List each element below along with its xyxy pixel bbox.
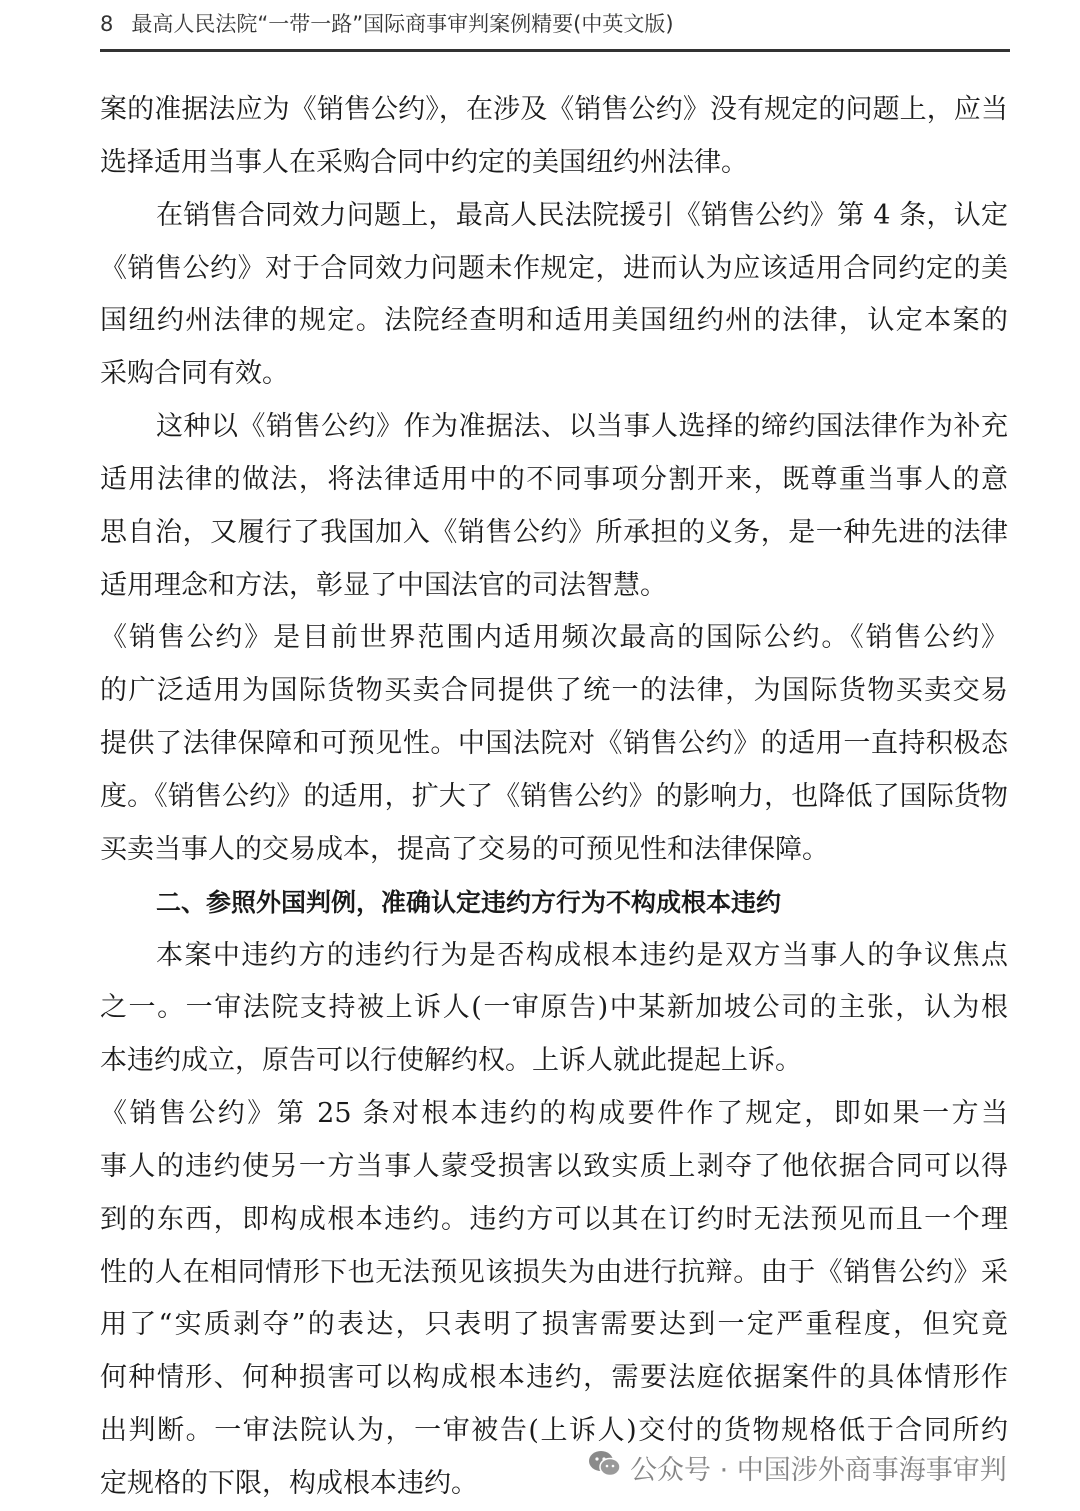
text-line: 性的人在相同情形下也无法预见该损失为由进行抗辩。由于《销售公约》采	[100, 1256, 1008, 1288]
header-rule	[100, 49, 1010, 52]
text-line: 这种以《销售公约》作为准据法、以当事人选择的缔约国法律作为补充	[156, 411, 1008, 443]
watermark-text: 公众号 · 中国涉外商事海事审判	[630, 1455, 1007, 1486]
text-line: 度。《销售公约》的适用，扩大了《销售公约》的影响力，也降低了国际货物	[100, 780, 1008, 812]
book-title: 最高人民法院“一带一路”国际商事审判案例精要(中英文版)	[131, 12, 674, 36]
text-line: 事人的违约使另一方当事人蒙受损害以致实质上剥夺了他依据合同可以得	[100, 1150, 1008, 1182]
text-line: 《销售公约》是目前世界范围内适用频次最高的国际公约。《销售公约》	[100, 622, 1008, 654]
text-line: 出判断。一审法院认为，一审被告(上诉人)交付的货物规格低于合同所约	[100, 1415, 1008, 1447]
text-line: 本违约成立，原告可以行使解约权。上诉人就此提起上诉。	[100, 1045, 802, 1077]
text-line: 之一。一审法院支持被上诉人(一审原告)中某新加坡公司的主张，认为根	[100, 992, 1008, 1024]
text-line: 提供了法律保障和可预见性。中国法院对《销售公约》的适用一直持积极态	[100, 728, 1008, 760]
text-line: 《销售公约》对于合同效力问题未作规定，进而认为应该适用合同约定的美	[100, 252, 1008, 284]
watermark	[588, 1448, 1007, 1487]
text-line: 的广泛适用为国际货物买卖合同提供了统一的法律，为国际货物买卖交易	[100, 675, 1008, 707]
text-line: 用了“实质剥夺”的表达，只表明了损害需要达到一定严重程度，但究竟	[100, 1309, 1008, 1341]
text-line: 适用法律的做法，将法律适用中的不同事项分割开来，既尊重当事人的意	[100, 463, 1008, 495]
text-line: 定规格的下限，构成根本违约。	[100, 1467, 478, 1499]
running-header	[100, 8, 674, 38]
text-line: 国纽约州法律的规定。法院经查明和适用美国纽约州的法律，认定本案的	[100, 305, 1008, 337]
page-number: 8	[100, 12, 114, 36]
text-line: 案的准据法应为《销售公约》，在涉及《销售公约》没有规定的问题上，应当	[100, 94, 1008, 125]
text-line: 《销售公约》第 25 条对根本违约的构成要件作了规定，即如果一方当	[100, 1098, 1008, 1130]
text-line: 何种情形、何种损害可以构成根本违约，需要法庭依据案件的具体情形作	[100, 1362, 1008, 1394]
section-heading: 二、参照外国判例，准确认定违约方行为不构成根本违约	[156, 887, 782, 917]
text-line: 在销售合同效力问题上，最高人民法院援引《销售公约》第 4 条，认定	[156, 199, 1008, 231]
text-line: 选择适用当事人在采购合同中约定的美国纽约州法律。	[100, 146, 748, 178]
text-line: 适用理念和方法，彰显了中国法官的司法智慧。	[100, 569, 667, 601]
document-body	[100, 84, 1008, 1511]
text-line: 采购合同有效。	[100, 358, 289, 390]
text-line: 本案中违约方的违约行为是否构成根本违约是双方当事人的争议焦点	[156, 939, 1008, 971]
wechat-icon	[588, 1449, 622, 1486]
text-line: 思自治，又履行了我国加入《销售公约》所承担的义务，是一种先进的法律	[100, 516, 1008, 548]
text-line: 到的东西，即构成根本违约。违约方可以其在订约时无法预见而且一个理	[100, 1203, 1008, 1235]
text-line: 买卖当事人的交易成本，提高了交易的可预见性和法律保障。	[100, 833, 829, 865]
